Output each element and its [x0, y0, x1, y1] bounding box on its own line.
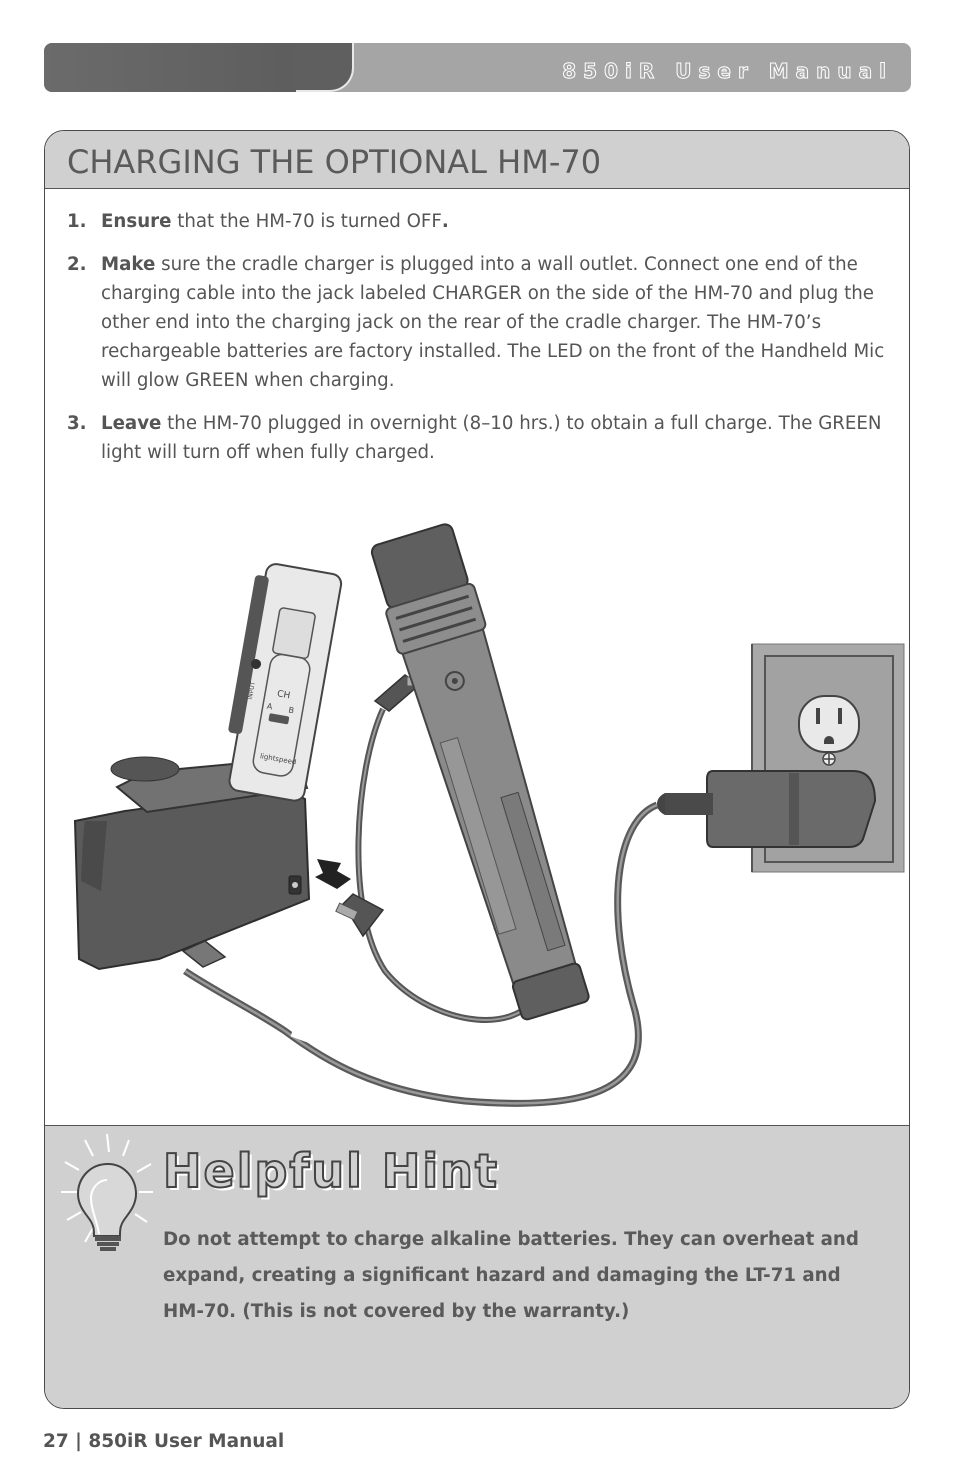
step-end: .: [441, 211, 449, 232]
step-3: [67, 409, 887, 467]
helpful-hint-panel: [45, 1125, 909, 1409]
hint-body: Do not attempt to charge alkaline batteries. They can overheat and expand, creating a significant hazard and damaging the LT-71 and HM-70. (This is not covered by the warranty.): [163, 1229, 859, 1322]
transmitter-input-label: INPUT: [246, 681, 257, 701]
header-title: 850iR User Manual: [562, 59, 893, 83]
header-dark-tab: [44, 43, 306, 92]
power-adapter: [657, 771, 875, 847]
header-curve-line: [296, 43, 354, 92]
step-1: [67, 207, 887, 236]
hint-title: Helpful Hint: [163, 1144, 499, 1198]
section-box: [44, 130, 910, 1409]
step-2: [67, 250, 887, 395]
transmitter-a-label: A: [266, 701, 274, 712]
step-text: that the HM-70 is turned OFF: [171, 211, 442, 232]
transmitter-b-label: B: [287, 705, 295, 716]
transmitter: [218, 561, 343, 802]
transmitter-brand-label: lightspeed: [259, 752, 297, 767]
arrow-up-left-icon: [315, 859, 351, 889]
step-lead: Ensure: [101, 211, 172, 232]
step-text: sure the cradle charger is plugged into a wall outlet. Connect one end of the charging cable into the jack labeled CHARGER on the side of the HM-70 and plug the other end into the charging jack on the rear of the cradle charger. The HM-70’s rechargeable batteries are factory installed. The LED on the front of the Handheld Mic will glow GREEN when charging.: [101, 254, 885, 391]
step-lead: Make: [101, 254, 156, 275]
section-title-band: [45, 131, 909, 189]
page-footer: 27 | 850iR User Manual: [43, 1431, 285, 1452]
lightbulb-icon: [55, 1126, 165, 1261]
charging-plug-bottom: [336, 894, 383, 936]
step-text: the HM-70 plugged in overnight (8–10 hrs.) to obtain a full charge. The GREEN light will turn off when fully charged.: [101, 413, 882, 463]
steps-list: [67, 207, 887, 481]
header-bar: [44, 43, 911, 92]
section-title: CHARGING THE OPTIONAL HM-70: [67, 143, 602, 181]
handheld-mic: [366, 521, 600, 1024]
step-number: 3.: [67, 413, 87, 434]
step-number: 2.: [67, 254, 87, 275]
charging-illustration: [45, 491, 910, 1131]
step-lead: Leave: [101, 413, 162, 434]
step-number: 1.: [67, 211, 87, 232]
transmitter-ch-label: CH: [276, 689, 291, 702]
